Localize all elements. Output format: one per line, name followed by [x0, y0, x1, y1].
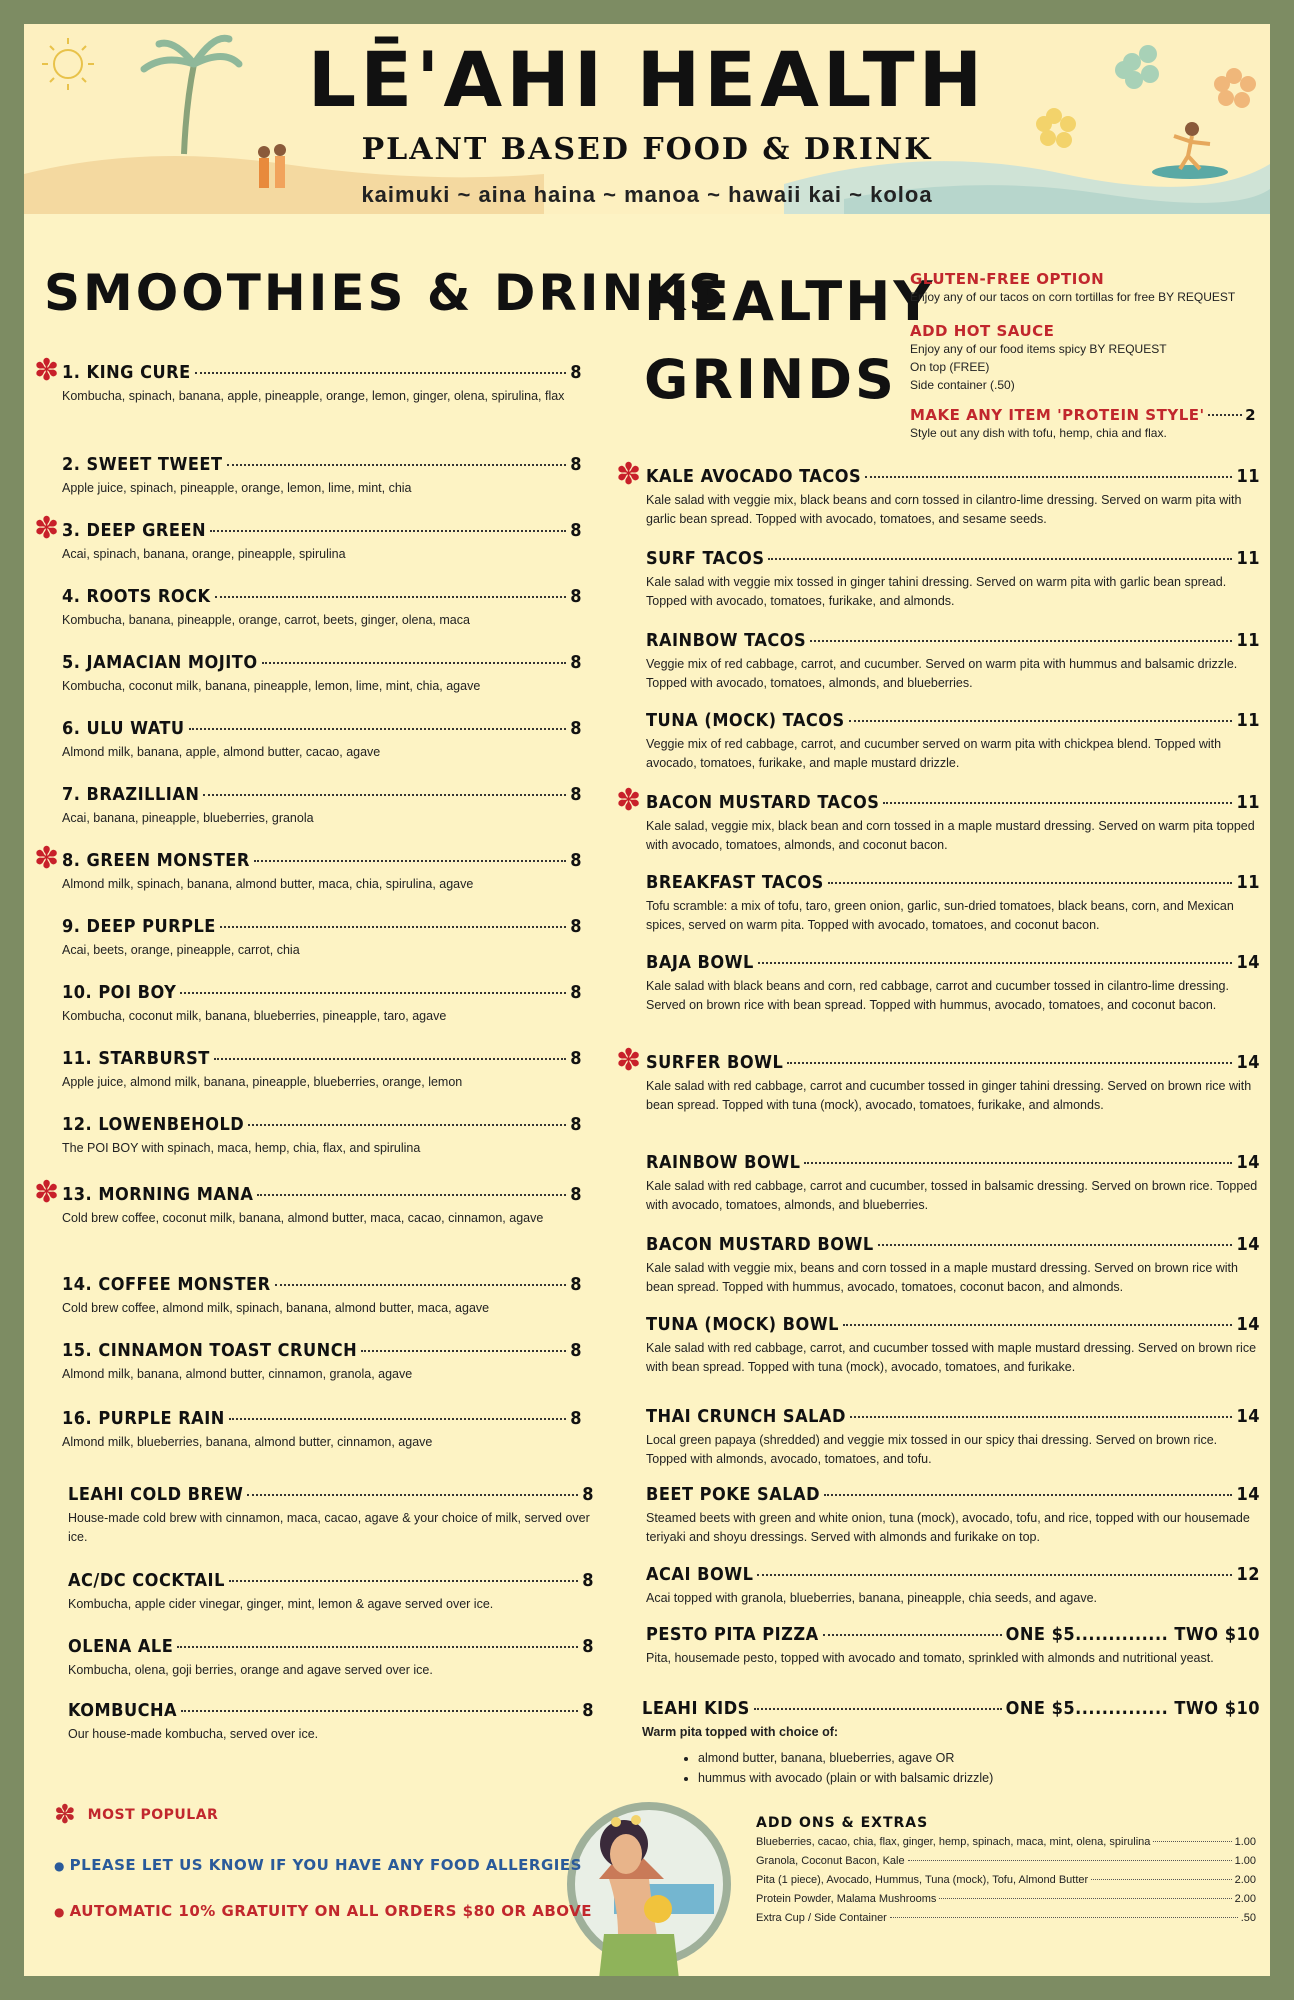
addon-row — [756, 1890, 1256, 1909]
item-price: 8 — [570, 1184, 582, 1205]
item-description: Steamed beets with green and white onion, tuna (mock), avocado, tofu, and rice, topped with our housemade teriyaki and shoyu dressings. Served with almonds and furikake on top. — [646, 1511, 1250, 1544]
popular-star-icon: ✽ — [34, 1176, 60, 1209]
item-name: BACON MUSTARD BOWL — [646, 1234, 874, 1255]
item-price: 8 — [582, 1700, 594, 1721]
smoothie-item — [62, 520, 582, 564]
item-description: Almond milk, banana, almond butter, cinnamon, granola, agave — [62, 1367, 413, 1381]
item-description: Kale salad with veggie mix, beans and corn tossed in a maple mustard dressing. Served on brown rice with bean spread. Topped with hummus, avocado, tomatoes, coconut bacon, and almonds. — [646, 1261, 1238, 1294]
item-price: 8 — [570, 454, 582, 475]
item-name: 14. COFFEE MONSTER — [62, 1274, 271, 1295]
item-price: 8 — [570, 652, 582, 673]
popular-star-icon: ✽ — [34, 354, 60, 387]
item-price: 11 — [1236, 792, 1260, 813]
item-name: BAJA BOWL — [646, 952, 754, 973]
grinds-title-1: HEALTHY — [644, 270, 936, 333]
item-description: Kombucha, apple cider vinegar, ginger, mint, lemon & agave served over ice. — [68, 1597, 494, 1611]
grinds-item — [646, 1484, 1260, 1547]
item-description: Kombucha, olena, goji berries, orange and agave served over ice. — [68, 1663, 433, 1677]
item-price: 12 — [1236, 1564, 1260, 1585]
grinds-item — [646, 1234, 1260, 1297]
brand-name: LĒ'AHI HEALTH — [307, 35, 987, 124]
addon-row — [756, 1871, 1256, 1890]
grinds-item — [646, 466, 1260, 529]
item-description: Warm pita topped with choice of: — [642, 1725, 839, 1739]
addon-label: Extra Cup / Side Container — [756, 1912, 887, 1924]
smoothie-item — [62, 784, 582, 828]
item-name: KOMBUCHA — [68, 1700, 178, 1721]
item-name: RAINBOW TACOS — [646, 630, 807, 651]
smoothie-item — [62, 850, 582, 894]
smoothie-item — [62, 916, 582, 960]
addon-price: 2.00 — [1234, 1893, 1256, 1905]
item-price: 8 — [570, 586, 582, 607]
grinds-item — [646, 1406, 1260, 1469]
item-description: Our house-made kombucha, served over ice. — [68, 1727, 319, 1741]
item-price: ONE $5.............. TWO $10 — [1005, 1698, 1260, 1719]
grinds-title-2: GRINDS — [644, 348, 897, 411]
smoothie-item — [62, 362, 582, 406]
item-description: Acai, spinach, banana, orange, pineapple, spirulina — [62, 547, 346, 561]
most-popular-legend: ✽ MOST POPULAR — [54, 1800, 219, 1830]
item-description: Kale salad with red cabbage, carrot, and cucumber tossed with maple mustard dressing. Served on brown rice with bean spread. Topped with tuna (mock), avocado, tomatoes, and furikake. — [646, 1341, 1257, 1374]
item-price: 8 — [570, 784, 582, 805]
item-name: 7. BRAZILLIAN — [62, 784, 200, 805]
grinds-item — [646, 630, 1260, 693]
smoothie-item — [68, 1570, 594, 1614]
menu-page — [24, 24, 1270, 1976]
gluten-free-note: GLUTEN-FREE OPTION Enjoy any of our tacos on corn tortillas for free BY REQUEST — [910, 270, 1236, 304]
item-description: Almond milk, spinach, banana, almond butter, maca, chia, spirulina, agave — [62, 877, 474, 891]
item-price: 11 — [1236, 872, 1260, 893]
item-price: 8 — [570, 1340, 582, 1361]
item-price: ONE $5.............. TWO $10 — [1005, 1624, 1260, 1645]
grinds-item — [646, 952, 1260, 1015]
item-description: Kombucha, coconut milk, banana, pineapple, lemon, lime, mint, chia, agave — [62, 679, 481, 693]
smoothie-item — [62, 1114, 582, 1158]
smoothie-item — [62, 652, 582, 696]
item-name: THAI CRUNCH SALAD — [646, 1406, 846, 1427]
item-name: AC/DC COCKTAIL — [68, 1570, 225, 1591]
item-name: OLENA ALE — [68, 1636, 174, 1657]
item-name: SURFER BOWL — [646, 1052, 784, 1073]
item-name: 8. GREEN MONSTER — [62, 850, 250, 871]
item-description: Apple juice, spinach, pineapple, orange, lemon, lime, mint, chia — [62, 481, 412, 495]
item-name: 11. STARBURST — [62, 1048, 210, 1069]
item-price: 8 — [570, 718, 582, 739]
item-price: 14 — [1236, 1314, 1260, 1335]
item-price: 11 — [1236, 548, 1260, 569]
item-description: Pita, housemade pesto, topped with avocado and tomato, sprinkled with almonds and nutritional yeast. — [646, 1651, 1214, 1665]
item-price: 14 — [1236, 1152, 1260, 1173]
item-name: KALE AVOCADO TACOS — [646, 466, 862, 487]
item-name: LEAHI COLD BREW — [68, 1484, 244, 1505]
item-description: Kale salad, veggie mix, black bean and corn tossed in a maple mustard dressing. Served on warm pita topped with avocado, tomatoes, almonds, and coconut bacon. — [646, 819, 1255, 852]
item-price: 8 — [582, 1484, 594, 1505]
item-name: 4. ROOTS ROCK — [62, 586, 211, 607]
addon-price: 1.00 — [1234, 1836, 1256, 1848]
grinds-item — [646, 548, 1260, 611]
hot-sauce-note: ADD HOT SAUCE Enjoy any of our food items spicy BY REQUEST On top (FREE) Side container (.50) — [910, 322, 1167, 392]
item-name: RAINBOW BOWL — [646, 1152, 801, 1173]
kids-option: • hummus with avocado (plain or with balsamic drizzle) — [698, 1768, 1260, 1788]
addon-row — [756, 1909, 1256, 1928]
addons-section — [756, 1814, 1256, 1928]
item-description: Almond milk, blueberries, banana, almond butter, cinnamon, agave — [62, 1435, 433, 1449]
item-price: 14 — [1236, 1406, 1260, 1427]
item-description: The POI BOY with spinach, maca, hemp, chia, flax, and spirulina — [62, 1141, 421, 1155]
item-description: Local green papaya (shredded) and veggie mix tossed in our spicy thai dressing. Served on brown rice. Topped with almonds, avocado, tomatoes, and tofu. — [646, 1433, 1218, 1466]
item-price: 8 — [570, 850, 582, 871]
popular-star-icon: ✽ — [616, 458, 642, 491]
smoothie-item — [62, 1340, 582, 1384]
smoothie-item — [62, 1048, 582, 1092]
grinds-item — [646, 872, 1260, 935]
item-name: 5. JAMACIAN MOJITO — [62, 652, 258, 673]
grinds-item — [646, 1052, 1260, 1115]
item-name: 6. ULU WATU — [62, 718, 185, 739]
item-description: Tofu scramble: a mix of tofu, taro, green onion, garlic, sun-dried tomatoes, black beans, corn, and Mexican spices, served on warm pita. Topped with avocado, tomatoes, and coconut bacon. — [646, 899, 1234, 932]
item-description: Kale salad with veggie mix tossed in ginger tahini dressing. Served on warm pita with garlic bean spread. Topped with avocado, tomatoes, furikake, and almonds. — [646, 575, 1227, 608]
brand-tagline: PLANT BASED FOOD & DRINK — [361, 132, 933, 167]
item-price: 8 — [582, 1570, 594, 1591]
grinds-item — [646, 1624, 1260, 1668]
smoothies-title: SMOOTHIES & DRINKS — [44, 264, 728, 322]
smoothie-item — [68, 1484, 594, 1547]
addons-title: ADD ONS & EXTRAS — [756, 1815, 929, 1831]
smoothie-item — [62, 1184, 582, 1228]
smoothie-item — [62, 982, 582, 1026]
smoothie-item — [68, 1636, 594, 1680]
item-description: Kale salad with red cabbage, carrot and cucumber, tossed in balsamic dressing. Served on brown rice. Topped with avocado, tomatoes, almonds, and blueberries. — [646, 1179, 1258, 1212]
item-description: House-made cold brew with cinnamon, maca, cacao, agave & your choice of milk, served over ice. — [68, 1511, 590, 1544]
grinds-item — [646, 792, 1260, 855]
addon-row — [756, 1833, 1256, 1852]
item-name: 1. KING CURE — [62, 362, 191, 383]
locations: kaimuki ~ aina haina ~ manoa ~ hawaii kai ~ koloa — [361, 182, 933, 207]
smoothie-item — [62, 1274, 582, 1318]
item-name: LEAHI KIDS — [642, 1698, 750, 1719]
grinds-item — [646, 710, 1260, 773]
addon-price: 1.00 — [1234, 1855, 1256, 1867]
header-banner — [24, 24, 1270, 214]
grinds-item — [642, 1698, 1260, 1788]
item-name: 13. MORNING MANA — [62, 1184, 254, 1205]
item-price: 8 — [570, 916, 582, 937]
item-description: Cold brew coffee, coconut milk, banana, almond butter, maca, cacao, cinnamon, agave — [62, 1211, 544, 1225]
item-price: 8 — [570, 1114, 582, 1135]
item-price: 14 — [1236, 1234, 1260, 1255]
addon-price: .50 — [1240, 1912, 1256, 1924]
addon-row — [756, 1852, 1256, 1871]
item-name: 12. LOWENBEHOLD — [62, 1114, 245, 1135]
smoothie-item — [68, 1700, 594, 1744]
addon-label: Blueberries, cacao, chia, flax, ginger, hemp, spinach, maca, mint, olena, spirulina — [756, 1836, 1151, 1848]
item-description: Kale salad with veggie mix, black beans and corn tossed in cilantro-lime dressing. Served on warm pita with garlic bean spread. Topped with avocado, tomatoes, and sesame seeds. — [646, 493, 1242, 526]
smoothie-item — [62, 718, 582, 762]
grinds-item — [646, 1152, 1260, 1215]
addon-price: 2.00 — [1234, 1874, 1256, 1886]
smoothie-item — [62, 586, 582, 630]
item-name: 3. DEEP GREEN — [62, 520, 207, 541]
item-name: TUNA (MOCK) TACOS — [646, 710, 845, 731]
item-price: 8 — [570, 1408, 582, 1429]
item-name: ACAI BOWL — [646, 1564, 754, 1585]
item-name: SURF TACOS — [646, 548, 765, 569]
item-price: 14 — [1236, 1052, 1260, 1073]
item-price: 11 — [1236, 630, 1260, 651]
item-description: Kombucha, banana, pineapple, orange, carrot, beets, ginger, olena, maca — [62, 613, 470, 627]
item-description: Kale salad with black beans and corn, red cabbage, carrot and cucumber tossed in cilantro-lime dressing. Served on brown rice with bean spread. Topped with hummus, avocado, tomatoes, and coconut bacon. — [646, 979, 1229, 1012]
item-name: TUNA (MOCK) BOWL — [646, 1314, 839, 1335]
item-price: 8 — [570, 362, 582, 383]
item-name: 2. SWEET TWEET — [62, 454, 223, 475]
kids-options-list — [642, 1748, 1260, 1788]
item-price: 8 — [570, 520, 582, 541]
item-price: 8 — [570, 1274, 582, 1295]
popular-star-icon: ✽ — [616, 784, 642, 817]
item-price: 8 — [570, 1048, 582, 1069]
protein-style-note: MAKE ANY ITEM 'PROTEIN STYLE' 2 Style out any dish with tofu, hemp, chia and flax. — [910, 406, 1256, 440]
item-name: BREAKFAST TACOS — [646, 872, 824, 893]
item-description: Kale salad with red cabbage, carrot and cucumber tossed in ginger tahini dressing. Served on brown rice with bean spread. Topped with tuna (mock), avocado, tomatoes, furikake, and almonds. — [646, 1079, 1252, 1112]
grinds-item — [646, 1314, 1260, 1377]
item-description: Acai, beets, orange, pineapple, carrot, chia — [62, 943, 300, 957]
item-name: BEET POKE SALAD — [646, 1484, 821, 1505]
item-price: 8 — [570, 982, 582, 1003]
item-description: Almond milk, banana, apple, almond butter, cacao, agave — [62, 745, 381, 759]
hula-girl-illustration — [554, 1784, 744, 1976]
item-description: Veggie mix of red cabbage, carrot, and cucumber served on warm pita with chickpea blend. Topped with avocado, tomatoes, furikake, and maple mustard drizzle. — [646, 737, 1222, 770]
smoothie-item — [62, 1408, 582, 1452]
item-name: 9. DEEP PURPLE — [62, 916, 216, 937]
popular-star-icon: ✽ — [34, 512, 60, 545]
item-name: PESTO PITA PIZZA — [646, 1624, 819, 1645]
gratuity-notice: ● AUTOMATIC 10% GRATUITY ON ALL ORDERS $80 OR ABOVE — [54, 1902, 592, 1920]
addon-label: Protein Powder, Malama Mushrooms — [756, 1893, 937, 1905]
item-price: 14 — [1236, 1484, 1260, 1505]
item-description: Kombucha, spinach, banana, apple, pineapple, orange, lemon, ginger, olena, spirulina, flax — [62, 389, 565, 403]
item-description: Veggie mix of red cabbage, carrot, and cucumber. Served on warm pita with hummus and balsamic drizzle. Topped with avocado, tomatoes, almonds, and blueberries. — [646, 657, 1238, 690]
item-description: Acai, banana, pineapple, blueberries, granola — [62, 811, 314, 825]
popular-star-icon: ✽ — [616, 1044, 642, 1077]
item-name: 16. PURPLE RAIN — [62, 1408, 225, 1429]
item-name: BACON MUSTARD TACOS — [646, 792, 880, 813]
smoothie-item — [62, 454, 582, 498]
item-name: 10. POI BOY — [62, 982, 177, 1003]
item-price: 11 — [1236, 710, 1260, 731]
item-description: Cold brew coffee, almond milk, spinach, banana, almond butter, maca, agave — [62, 1301, 490, 1315]
item-price: 14 — [1236, 952, 1260, 973]
item-price: 11 — [1236, 466, 1260, 487]
addon-label: Granola, Coconut Bacon, Kale — [756, 1855, 905, 1867]
allergy-notice: ● PLEASE LET US KNOW IF YOU HAVE ANY FOOD ALLERGIES — [54, 1856, 582, 1874]
addon-label: Pita (1 piece), Avocado, Hummus, Tuna (mock), Tofu, Almond Butter — [756, 1874, 1089, 1886]
item-description: Apple juice, almond milk, banana, pineapple, blueberries, orange, lemon — [62, 1075, 463, 1089]
item-description: Acai topped with granola, blueberries, banana, pineapple, chia seeds, and agave. — [646, 1591, 1098, 1605]
item-name: 15. CINNAMON TOAST CRUNCH — [62, 1340, 358, 1361]
popular-star-icon: ✽ — [54, 1800, 77, 1830]
popular-star-icon: ✽ — [34, 842, 60, 875]
grinds-item — [646, 1564, 1260, 1608]
item-price: 8 — [582, 1636, 594, 1657]
kids-option: • almond butter, banana, blueberries, agave OR — [698, 1748, 1260, 1768]
item-description: Kombucha, coconut milk, banana, blueberries, pineapple, taro, agave — [62, 1009, 447, 1023]
